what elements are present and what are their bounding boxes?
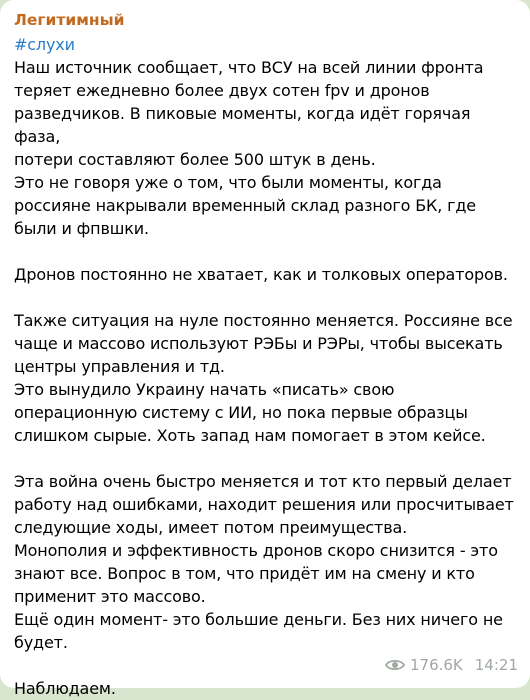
paragraph-4: Эта война очень быстро меняется и тот кто первый делает работу над ошибками, находит решения или просчитывает следующие ходы, имеет потом преимущества. Монополия и эффективность дронов скоро снизится - это знают все. Вопрос в том, что придёт им на смену и кто применит это массово. Ещё один момент- это большие деньги. Без них ничего не будет. — [14, 472, 514, 652]
paragraph-3: Также ситуация на нуле постоянно меняется. Россияне все чаще и массово используют РЭБы и РЭРы, чтобы высекать центры управления и тд. Это вынудило Украину начать «писать» свою операционную систему с ИИ, но пока первые образцы слишком сырые. Хоть запад нам помогает в этом кейсе. — [14, 311, 513, 445]
view-count: 176.6K — [409, 656, 463, 674]
channel-name[interactable]: Легитимный — [14, 11, 125, 29]
paragraph-2: Дронов постоянно не хватает, как и толковых операторов. — [14, 265, 508, 284]
paragraph-5: Наблюдаем. — [14, 679, 116, 698]
eye-icon — [385, 658, 405, 672]
paragraph-1: Наш источник сообщает, что ВСУ на всей линии фронта теряет ежедневно более двух сотен fpv и дронов разведчиков. В пиковые моменты, когда идёт горячая фаза, потери составляют более 500 штук в день. Это не говоря уже о том, что были моменты, когда россияне накрывали временный склад разного БК, где были и фпвшки. — [14, 58, 484, 238]
message-time: 14:21 — [474, 656, 518, 674]
hashtag-link[interactable]: #слухи — [14, 35, 75, 54]
message-meta — [385, 656, 518, 674]
message-text — [14, 33, 516, 700]
